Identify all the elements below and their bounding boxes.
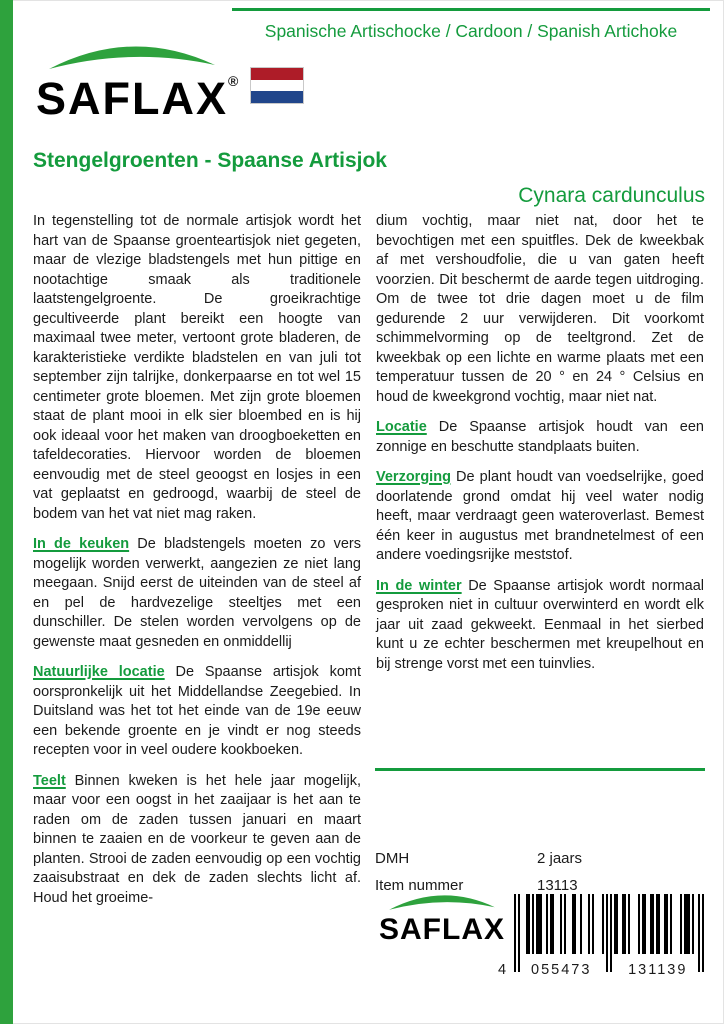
section-body: De Spaanse artisjok houdt van een zonnige en beschutte standplaats buiten. [376, 419, 704, 455]
section-in-de-keuken [33, 535, 361, 652]
section-locatie [376, 418, 704, 457]
latin-name: Cynara cardunculus [518, 184, 705, 207]
section-natuurlijke-locatie [33, 663, 361, 761]
meta-row-dmh [375, 850, 705, 867]
meta-value: 13113 [537, 877, 578, 894]
section-title: Teelt [33, 772, 66, 789]
section-title: Natuurlijke locatie [33, 664, 165, 680]
barcode [498, 894, 706, 978]
flag-stripe-white [251, 80, 303, 92]
top-banner-title: Spanische Artischocke / Cardoon / Spanish Artichoke [264, 21, 678, 41]
brand-wordmark [36, 73, 251, 124]
section-title: Verzorging [376, 469, 451, 485]
intro-paragraph: In tegenstelling tot de normale artisjok wordt het hart van de Spaanse groenteartisjok niet gegeten, maar de vlezige bladstengels met hun pittige en nootachtige smaak als traditionele laatstengelgroente. De groeikrachtige gecultiveerde plant bereikt een hoogte van maximaal twee meter, vertoont grote bladeren, de karakteristieke verdikte bladstelen en van juli tot september zijn talrijke, donkerpaarse en tot wel 15 centimeter grote bloemen. Met zijn grote bloemen staat de plant mooi in elk sier bloembed en is hij ook ideaal voor het maken van droogboeketten en tafeldecoraties. Hiervoor worden de bloemen eenvoudig met de steel geoogst en losjes in een vat geplaatst en gedroogd, waarbij de steel de bodem van het vat niet mag raken. [33, 213, 361, 522]
section-teelt [33, 772, 361, 909]
top-rule [232, 8, 710, 11]
section-body: Binnen kweken is het hele jaar mogelijk, maar voor een oogst in het zaaijaar is het aan te raden om de zaden tussen januari en maart binnen te zaaien en de voorkeur te geven aan de planten. Strooi de zaden eenvoudig op een vochtig zaaisubstraat en dek de zaden slechts licht af. Houd het groeime- [33, 772, 361, 906]
page-title: Stengelgroenten - Spaanse Artisjok [33, 149, 387, 172]
body-columns [33, 212, 705, 919]
section-body: De bladstengels moeten zo vers mogelijk worden verwerkt, aangezien ze niet lang meegaan. Snijd eerst de uiteinden van de steel af en pel de hardvezelige steeltjes met een dunschiller. De stelen worden vervolgens op de gewenste maat gesneden en onmiddellij [33, 536, 361, 650]
netherlands-flag-icon [250, 67, 304, 104]
brush-stroke-icon [386, 890, 498, 913]
section-body: De Spaanse artisjok wordt normaal gesproken niet in cultuur overwinterd en wordt elk jaar uit zaad gekweekt. Eenmaal in het sierbed kunt u ze echter beschermen met kreupelhout en bij strenge vorst met een tuinvlies. [376, 577, 704, 672]
section-body: De Spaanse artisjok komt oorspronkelijk uit het Middellandse Zeegebied. In Duitsland was het tot het einde van de 19e eeuw een bekende groente en je vindt er nog steeds recepten voor in veel oudere kookboeken. [33, 664, 362, 758]
meta-label: Item nummer [375, 877, 464, 894]
barcode-bars [514, 894, 704, 972]
flag-stripe-blue [251, 91, 303, 103]
meta-label: DMH [375, 850, 410, 867]
barcode-digit-group: 4 [498, 962, 507, 978]
brand-name: SAFLAX [379, 913, 505, 946]
section-divider [375, 768, 705, 771]
saflax-logo-bottom [378, 890, 506, 948]
barcode-digit-group: 131139 [628, 962, 688, 978]
section-in-de-winter [376, 577, 704, 675]
barcode-digit-group: 055473 [531, 962, 592, 978]
continuation-paragraph: dium vochtig, maar niet nat, door het te bevochtigen met een spuitfles. Dek de kweekbak af met vershoudfolie, die u van gaten heeft voorzien. Dit beschermt de aarde tegen uitdroging. Om de twee tot drie dagen moet u de film gedurende 2 uur verwijderen. Dit voorkomt schimmelvorming op de teeltgrond. Zet de kweekbak op een lichte en warme plaats met een temperatuur tussen de 20 ° en 24 ° Celsius en houd de kweekgrond vochtig, maar niet nat. [376, 213, 704, 405]
registered-mark: ® [228, 73, 239, 89]
meta-value: 2 jaars [537, 850, 583, 867]
left-edge-green-bar [0, 0, 13, 1024]
left-column [33, 212, 361, 919]
flag-stripe-red [251, 68, 303, 80]
section-verzorging [376, 468, 704, 566]
right-column [376, 212, 704, 919]
saflax-logo-top [36, 38, 251, 124]
section-title: Locatie [376, 419, 427, 435]
brand-name: SAFLAX [36, 73, 228, 124]
brush-stroke-icon [44, 38, 220, 74]
barcode-digits [498, 962, 706, 978]
section-title: In de keuken [33, 536, 130, 552]
section-title: In de winter [376, 577, 462, 594]
section-body: De plant houdt van voedselrijke, goed doorlatende grond omdat hij veel water nodig heeft, maar verdraagt geen wateroverlast. Bemest één keer in augustus met brandnetelmest of een andere voedingsrijke meststof. [376, 469, 704, 563]
